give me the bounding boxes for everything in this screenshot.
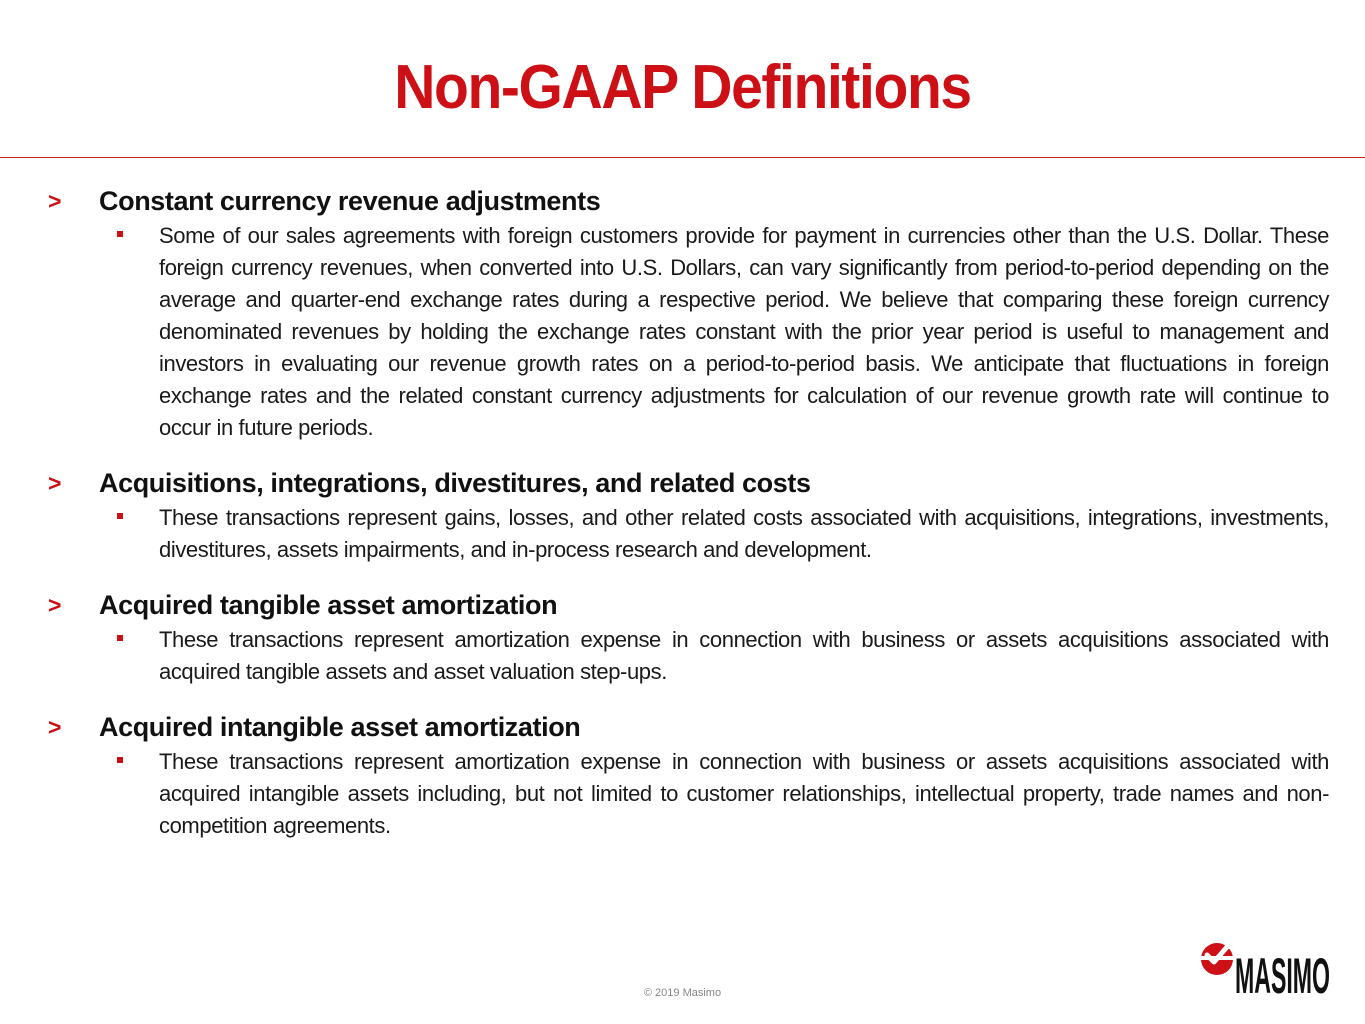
section-heading: Acquisitions, integrations, divestitures, and related costs xyxy=(99,468,811,498)
section-text: These transactions represent amortization expense in connection with business or assets acquisitions associated with acquired intangible assets including, but not limited to customer relationships, intellectual property, trade names and non-competition agreements. xyxy=(159,749,1329,838)
section-text: Some of our sales agreements with foreign customers provide for payment in currencies other than the U.S. Dollar. These foreign currency revenues, when converted into U.S. Dollars, can vary significantly from period-to-period depending on the average and quarter-end exchange rates during a respective period. We believe that comparing these foreign currency denominated revenues by holding the exchange rates constant with the prior year period is useful to management and investors in evaluating our revenue growth rates on a period-to-period basis. We anticipate that fluctuations in foreign exchange rates and the related constant currency adjustments for calculation of our revenue growth rate will continue to occur in future periods. xyxy=(159,223,1329,440)
square-bullet-icon xyxy=(117,757,123,763)
copyright-footer: © 2019 Masimo xyxy=(643,987,722,999)
section-heading: Constant currency revenue adjustments xyxy=(99,186,601,216)
chevron-right-icon: > xyxy=(48,470,62,496)
section-heading: Acquired tangible asset amortization xyxy=(99,590,558,620)
chevron-right-icon: > xyxy=(48,714,62,740)
title-divider xyxy=(0,157,1365,158)
definitions-list xyxy=(0,184,1365,864)
masimo-logo xyxy=(1200,922,1332,996)
section-intangible-amortization xyxy=(0,710,1365,842)
chevron-right-icon: > xyxy=(48,188,62,214)
section-heading: Acquired intangible asset amortization xyxy=(99,712,581,742)
square-bullet-icon xyxy=(117,635,123,641)
page-title: Non-GAAP Definitions xyxy=(394,53,971,122)
logo-wordmark: MASIMO xyxy=(1235,948,1330,996)
square-bullet-icon xyxy=(117,513,123,519)
section-constant-currency xyxy=(0,184,1365,444)
section-text: These transactions represent amortization expense in connection with business or assets acquisitions associated with acquired tangible assets and asset valuation step-ups. xyxy=(159,627,1329,684)
square-bullet-icon xyxy=(117,231,123,237)
section-text: These transactions represent gains, losses, and other related costs associated with acquisitions, integrations, investments, divestitures, assets impairments, and in-process research and development. xyxy=(159,505,1329,562)
chevron-right-icon: > xyxy=(48,592,62,618)
section-tangible-amortization xyxy=(0,588,1365,688)
section-acquisitions xyxy=(0,466,1365,566)
masimo-logo-icon xyxy=(1201,943,1233,975)
